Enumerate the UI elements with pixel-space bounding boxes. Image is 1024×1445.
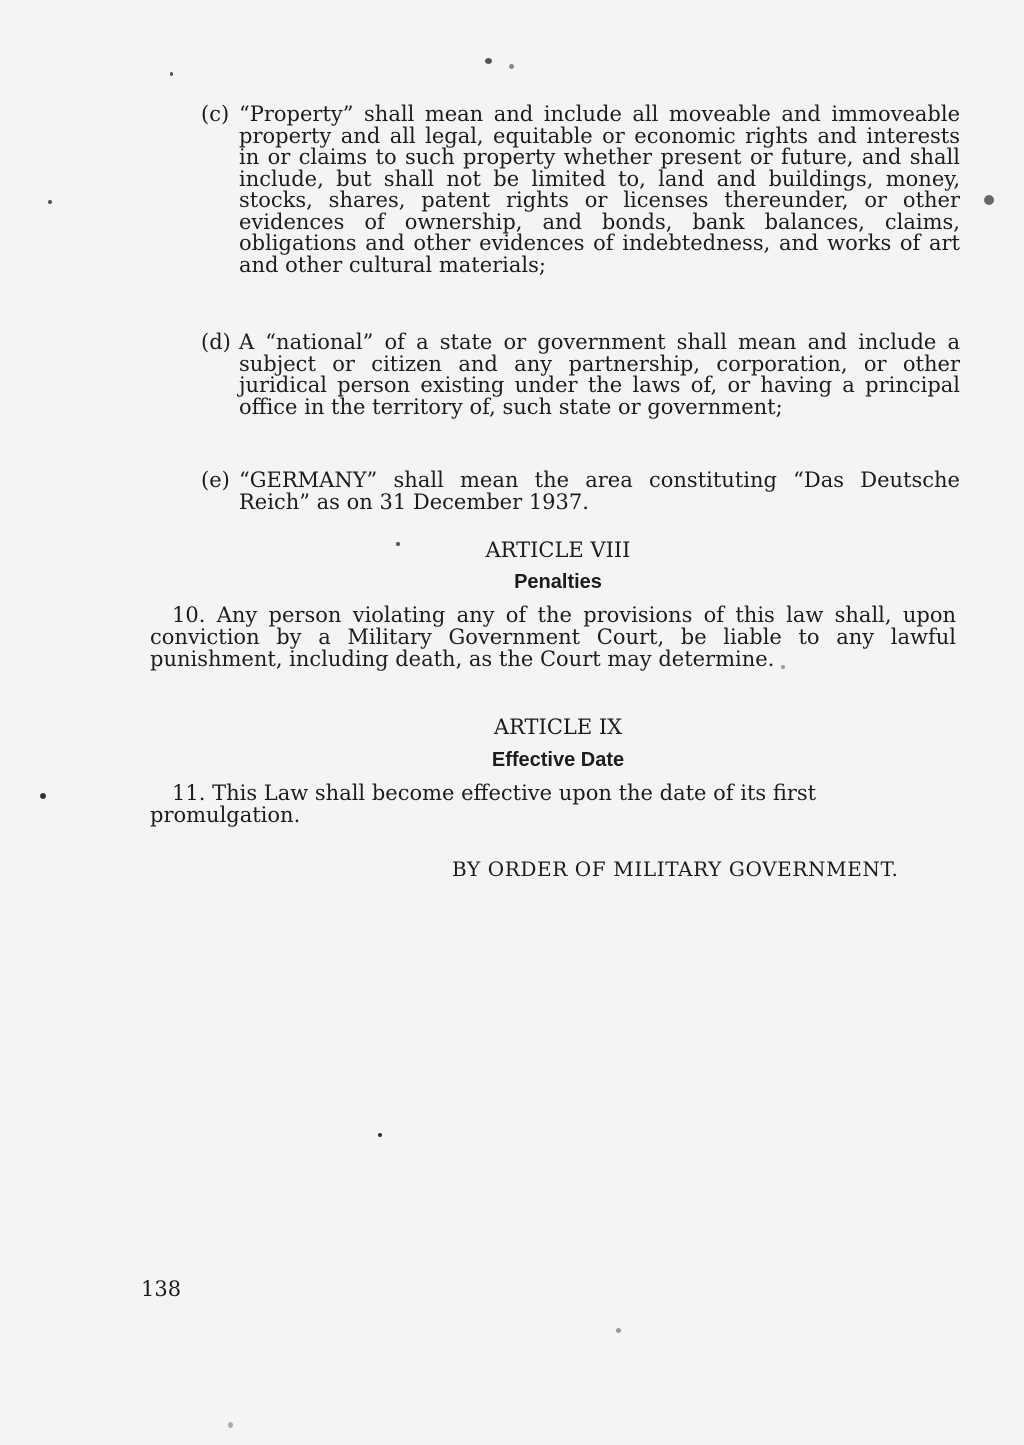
page-number: 138 xyxy=(141,1277,182,1301)
scan-speck xyxy=(228,1422,233,1428)
scan-speck xyxy=(616,1328,621,1333)
definition-e xyxy=(201,468,960,514)
scan-speck xyxy=(170,72,173,76)
scan-speck xyxy=(378,1133,382,1137)
article-ix-heading: ARTICLE IX xyxy=(493,715,623,739)
definition-e-label: (e) xyxy=(201,468,230,492)
article-viii-subheading: Penalties xyxy=(514,571,602,593)
scan-speck xyxy=(40,793,46,799)
scan-speck xyxy=(396,542,400,546)
article-ix-subheading: Effective Date xyxy=(491,749,625,771)
definition-d xyxy=(201,330,960,419)
definition-d-label: (d) xyxy=(201,330,231,354)
article-ix-body: 11. This Law shall become effective upon the date of its first promulgation. xyxy=(150,781,817,827)
scan-speck xyxy=(48,200,52,204)
scan-speck xyxy=(781,665,785,669)
definition-c xyxy=(201,102,960,277)
article-viii-heading: ARTICLE VIII xyxy=(485,538,631,562)
closing-order: BY ORDER OF MILITARY GOVERNMENT. xyxy=(452,857,899,881)
definition-d-text: A “national” of a state or government shall mean and include a subject or citizen and any partnership, corporation, or other juridical person existing under the laws of, or having a principal office in the territory of, such state or government; xyxy=(239,330,960,419)
definition-c-text: “Property” shall mean and include all moveable and immoveable property and all legal, equitable or economic rights and interests in or claims to such property whether present or future, and shall include, but shall not be limited to, land and buildings, money, stocks, shares, patent rights or licenses thereunder, or other evidences of ownership, and bonds, bank balances, claims, obligations and other evidences of indebtedness, and works of art and other cultural materials; xyxy=(239,102,960,277)
definition-c-label: (c) xyxy=(201,102,230,126)
scan-speck xyxy=(509,64,514,69)
article-viii-body: 10. Any person violating any of the provisions of this law shall, upon conviction by a Military Government Court, be liable to any lawful punishment, including death, as the Court may determine. xyxy=(150,603,956,671)
scan-speck xyxy=(485,58,492,64)
definition-e-text: “GERMANY” shall mean the area constituting “Das Deutsche Reich” as on 31 December 1937. xyxy=(239,468,960,514)
scan-speck xyxy=(984,195,994,205)
article-ix-text xyxy=(150,782,956,826)
article-viii-text xyxy=(150,604,956,670)
